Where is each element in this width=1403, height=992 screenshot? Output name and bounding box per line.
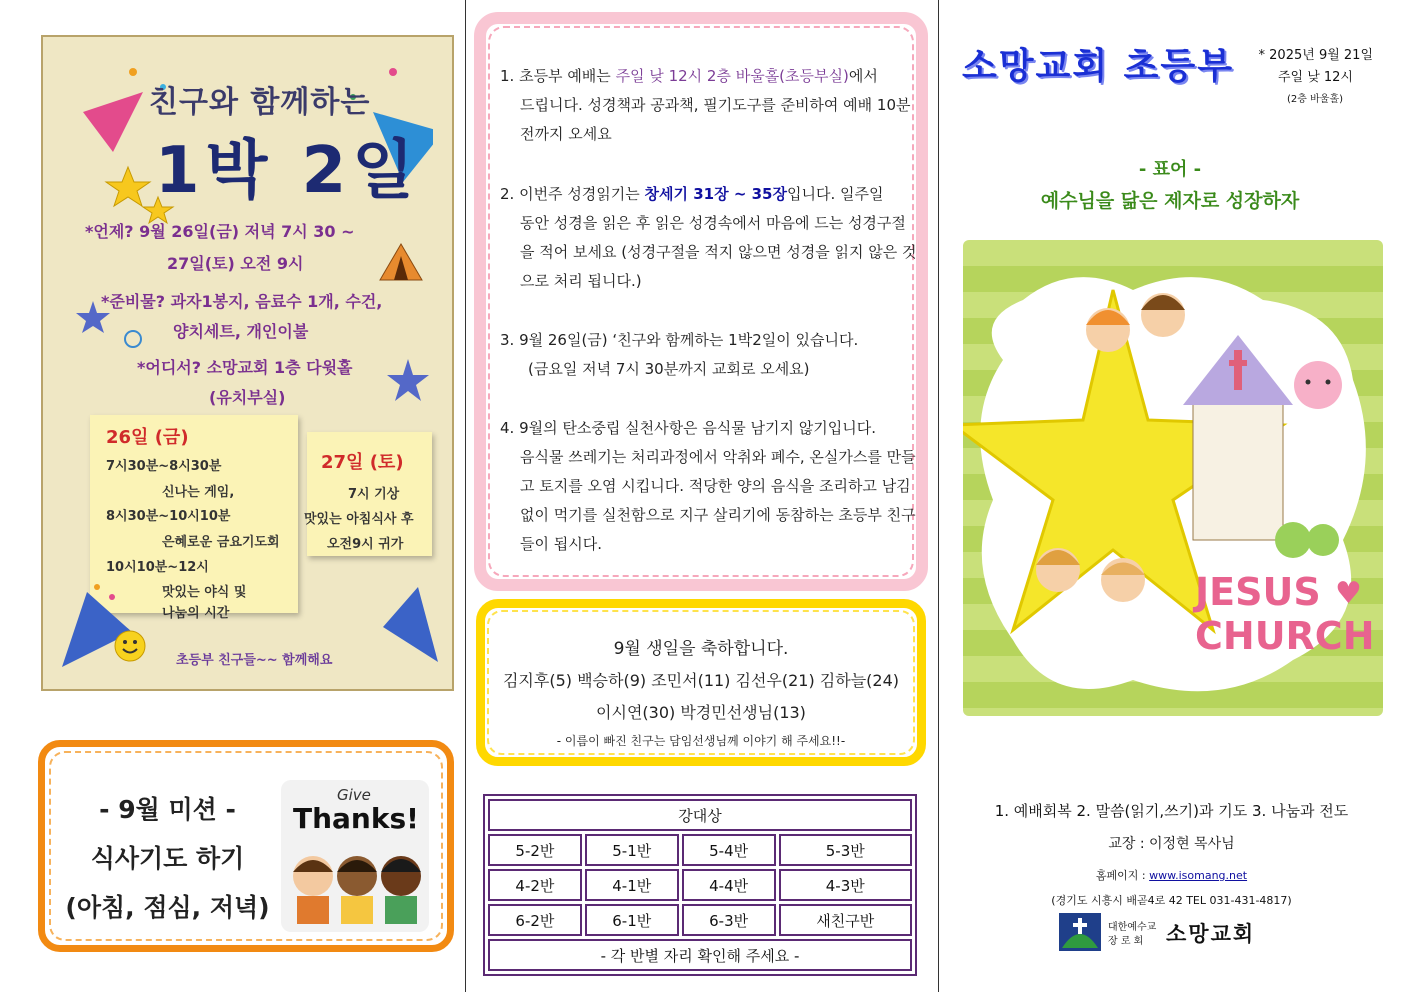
birthday-names-line1: 김지후(5) 백승하(9) 조민서(11) 김선우(21) 김하늘(24) [502,671,900,690]
notice-1-body: 드립니다. 성경책과 공과책, 필기도구를 준비하여 예배 10분전까지 오세요 [520,96,911,143]
hero-text-church: CHURCH [1195,614,1375,658]
give-thanks-image [281,780,429,932]
logo-presbyterian: 장 로 회 [1108,936,1144,947]
poster-where-line2: (유치부실) [209,388,286,407]
day1-heading: 26일 (금) [106,427,189,448]
notice-1-text: 1. 초등부 예배는 [500,67,616,85]
seat-cell: 5-1반 [585,834,679,866]
seat-cell: 6-1반 [585,904,679,936]
birthday-title: 9월 생일을 축하합니다. [613,639,789,659]
church-title: 소망교회 초등부 [962,46,1234,87]
seat-cell: 5-3반 [779,834,912,866]
logo-denomination: 대한예수교 [1108,922,1157,933]
notice-2 [500,180,920,296]
day2-line: 7시 기상 [348,487,400,502]
thanks-big-text: Thanks! [293,802,419,835]
education-goals: 1. 예배회복 2. 말씀(읽기,쓰기)과 기도 3. 나눔과 전도 [994,802,1349,820]
seat-cell: 새친구반 [779,904,912,936]
poster-subtitle: 친구와 함께하는 [149,85,371,120]
notice-1 [500,62,920,149]
day2-heading: 27일 (토) [321,452,404,473]
service-place: (2층 바울홀) [1287,94,1343,105]
seat-cell: 4-2반 [488,869,582,901]
seat-cell: 6-2반 [488,904,582,936]
seat-cell: 6-3반 [682,904,776,936]
day1-line: 10시10분~12시 [106,560,209,575]
seating-table [483,794,917,976]
notice-1-text-end: 에서 [848,67,878,85]
praying-children-icon [285,842,425,928]
day1-line: 은혜로운 금요기도회 [162,535,280,550]
poster-prep-line1: *준비물? 과자1봉지, 음료수 1개, 수건, [101,292,383,311]
hero-text-jesus: JESUS [1195,570,1321,614]
service-time: 주일 낮 12시 [1277,70,1353,85]
thanks-small-text: Give [337,786,371,804]
stars-icon [73,299,153,359]
seating-footer: - 각 반별 자리 확인해 주세요 - [488,939,912,971]
notice-3 [500,326,920,384]
mission-box [38,740,454,952]
tent-icon [378,242,424,282]
retreat-poster [41,35,454,691]
principal-line: 교장 : 이정현 목사님 [1108,836,1235,852]
notice-4-text: 4. 9월의 탄소중립 실천사항은 음식물 남기지 않기입니다. [500,419,877,437]
seating-title: 강대상 [488,799,912,831]
poster-where-line1: *어디서? 소망교회 1층 다윗홀 [137,358,353,377]
church-emblem-icon [1058,912,1102,952]
day1-line: 나눔의 시간 [162,606,230,621]
notice-4-body: 음식물 쓰레기는 처리과정에서 악취와 폐수, 온실가스를 만들고 토지를 오염 시킵니다. 적당한 양의 음식을 조리하고 남김없이 먹기를 실천함으로 지구 살리기에 동참하는 초등부 친구들이 됩시다. [520,448,916,553]
church-logo [1058,912,1308,952]
homepage-link[interactable]: www.isomang.net [1149,869,1248,882]
notice-2-highlight: 창세기 31장 ~ 35장 [644,185,787,203]
logo-church-name: 소망교회 [1166,922,1256,946]
homepage-label: 홈페이지 : [1095,869,1150,882]
seat-cell: 4-4반 [682,869,776,901]
column-divider-left [465,0,466,992]
notice-2-text-end: 입니다. 일주일 [786,185,884,203]
birthday-note: - 이름이 빠진 친구는 담임선생님께 이야기 해 주세요!!- [556,734,846,748]
homepage-line [940,867,1403,883]
stars-right-icon [373,357,443,417]
poster-title: 1박 2일 [155,134,420,208]
address-line: (경기도 시흥시 배곧4로 42 TEL 031-431-4817) [1051,894,1292,907]
seat-cell: 5-4반 [682,834,776,866]
day1-line: 8시30분~10시10분 [106,509,231,524]
day1-line: 맛있는 야식 및 [162,585,247,600]
column-divider-right [938,0,939,992]
birthday-names-line2: 이시연(30) 박경민선생님(13) [596,703,806,722]
poster-footer: 초등부 친구들~~ 함께해요 [176,653,333,668]
notice-4 [500,414,920,559]
seat-cell: 5-2반 [488,834,582,866]
mission-line1: 식사기도 하기 [90,844,245,873]
seat-cell: 4-1반 [585,869,679,901]
heart-icon: ♥ [1335,576,1362,611]
smiley-icon [113,629,147,663]
day1-line: 신나는 게임, [162,485,235,500]
day2-line: 맛있는 아침식사 후 [304,512,414,527]
notice-1-highlight: 주일 낮 12시 2층 바울홀(초등부실) [615,67,849,85]
party-horn-right-icon [378,567,448,667]
schedule-note-day2 [304,432,432,556]
motto-label: - 표어 - [1138,159,1202,180]
birthday-box [476,599,926,766]
day1-line: 7시30분~8시30분 [106,459,222,474]
poster-when-line1: *언제? 9월 26일(금) 저녁 7시 30 ~ [85,222,355,241]
day2-line: 오전9시 귀가 [327,537,404,552]
poster-prep-line2: 양치세트, 개인이불 [173,322,309,341]
service-date: * 2025년 9월 21일 [1258,48,1373,63]
seat-cell: 4-3반 [779,869,912,901]
mission-line2: (아침, 점심, 저녁) [65,893,270,922]
notice-2-body: 동안 성경을 읽은 후 읽은 성경속에서 마음에 드는 성경구절을 적어 보세요 (성경구절을 적지 않으면 성경을 읽지 않은 것으로 처리 됩니다.) [520,214,917,290]
notice-3-body: (금요일 저녁 7시 30분까지 교회로 오세요) [528,360,810,378]
notice-2-text: 2. 이번주 성경읽기는 [500,185,645,203]
notice-box [474,12,928,591]
jesus-church-illustration [963,240,1383,716]
notice-3-text: 3. 9월 26일(금) ‘친구와 함께하는 1박2일이 있습니다. [500,331,859,349]
motto-text: 예수님을 닮은 제자로 성장하자 [1040,190,1300,212]
poster-when-line2: 27일(토) 오전 9시 [167,254,304,273]
mission-title: - 9월 미션 - [99,795,236,824]
